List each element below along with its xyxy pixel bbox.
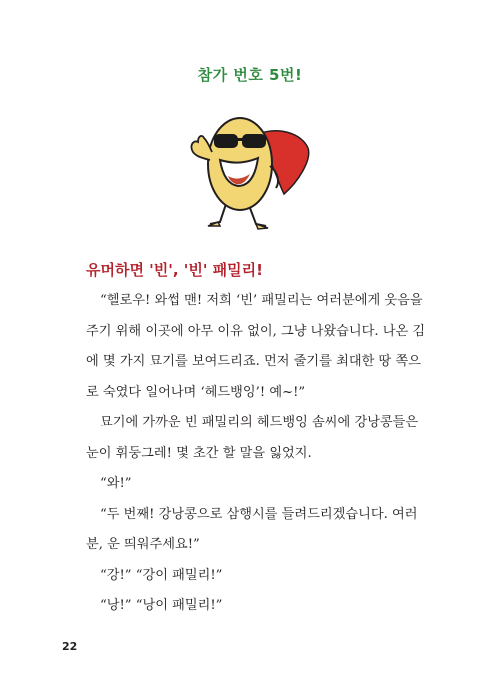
paragraph: “강!” “강이 패밀리!” [100, 567, 223, 583]
body-text [86, 286, 426, 622]
paragraph: “헬로우! 와썹 맨! 저희 ‘빈’ 패밀리는 여러분에게 웃음을 주기 위해 이곳에 아무 이유 없이, 그냥 나왔습니다. 나온 김에 몇 가지 묘기를 보여드리죠. 먼저 줄기를 최대한 땅 쪽으로 숙였다 일어나며 ‘헤드뱅잉’! 예~!” [86, 293, 426, 400]
right-leg [250, 208, 266, 226]
chapter-title: 참가 번호 5번! [197, 66, 303, 84]
section-subhead: 유머하면 '빈', '빈' 패밀리! [86, 261, 263, 279]
bean-character-illustration [180, 96, 320, 236]
paragraph: 묘기에 가까운 빈 패밀리의 헤드뱅잉 솜씨에 강낭콩들은 눈이 휘둥그레! 몇 초간 할 말을 잃었지. [86, 415, 419, 461]
paragraph: “두 번째! 강낭콩으로 삼행시를 들려드리겠습니다. 여러분, 운 띄워주세요!” [86, 506, 418, 552]
page-number: 22 [62, 640, 78, 653]
sunglasses [214, 134, 238, 148]
paragraph: “와!” [100, 476, 132, 491]
thumbs-up-arm [191, 136, 212, 160]
paragraph: “낭!” “낭이 패밀리!” [100, 598, 223, 613]
left-leg [210, 204, 226, 224]
